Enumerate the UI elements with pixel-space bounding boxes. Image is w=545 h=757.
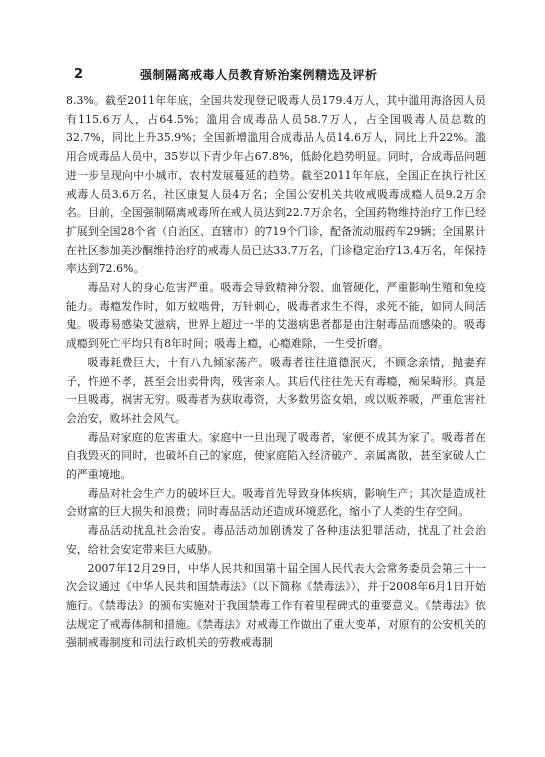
paragraph-family-harm: 毒品对家庭的危害重大。家庭中一旦出现了吸毒者，家便不成其为家了。吸毒者在自我毁灭的同时，也破坏自己的家庭，使家庭陷入经济破产、亲属离散，甚至家破人亡的严重境地。	[66, 430, 486, 482]
page-number: 2	[74, 66, 84, 82]
paragraph-health-harm: 毒品对人的身心危害严重。吸毒会导致精神分裂、血管硬化，严重影响生殖和免疫能力。毒瘾发作时，如万蚁啮骨，万针刺心，吸毒者求生不得，求死不能，如同人间活鬼。吸毒易感染艾滋病，世界上超过一半的艾滋病患者都是由注射毒品而感染的。吸毒成瘾到死亡平均只有8年时间；吸毒上瘾，心瘾难除，一生受折磨。	[66, 281, 486, 351]
paragraph-statistics: 8.3%。截至2011年年底，全国共发现登记吸毒人员179.4万人，其中滥用海洛因人员有115.6万人，占64.5%；滥用合成毒品人员58.7万人，占全国吸毒人员总数的32.7%，同比上升35.9%；全国新增滥用合成毒品人员14.6万人，同比上升22%。滥用合成毒品人员中，35岁以下青少年占67.8%，低龄化趋势明显。同时，合成毒品问题进一步呈现向中小城市、农村发展蔓延的趋势。截至2011年年底，全国正在执行社区戒毒人员3.6万名，社区康复人员4万名；全国公安机关共收戒吸毒成瘾人员9.2万余名。目前，全国强制隔离戒毒所在戒人员达到22.7万余名，全国药物维持治疗工作已经扩展到全国28个省（自治区、直辖市）的719个门诊，配备流动服药车29辆；全国累计在社区参加美沙酮维持治疗的戒毒人员已达33.7万名，门诊稳定治疗13.4万名，年保持率达到72.6%。	[66, 94, 486, 276]
book-title: 强制隔离戒毒人员教育矫治案例精选及评析	[140, 67, 378, 82]
running-header	[66, 64, 486, 84]
paragraph-productivity-harm: 毒品对社会生产力的破坏巨大。吸毒首先导致身体疾病，影响生产；其次是造成社会财富的巨大损失和浪费；同时毒品活动还造成环境恶化，缩小了人类的生存空间。	[66, 486, 486, 519]
paragraph-financial-harm: 吸毒耗费巨大，十有八九倾家荡产。吸毒者往往道德泯灭，不顾念亲情，抛妻弃子，忤逆不孝，甚至会出卖骨肉，残害亲人。其后代往往先天有毒瘾，痴呆畸形。真是一旦吸毒，祸害无穷。吸毒者为获取毒资，大多数男盗女娼，或以贩养吸，严重危害社会治安，败坏社会风气。	[66, 355, 486, 425]
paragraph-drug-law: 2007年12月29日，中华人民共和国第十届全国人民代表大会常务委员会第三十一次会议通过《中华人民共和国禁毒法》（以下简称《禁毒法》），并于2008年6月1日开始施行。《禁毒法》的颁布实施对于我国禁毒工作有着里程碑式的重要意义。《禁毒法》依法规定了戒毒体制和措施。《禁毒法》对戒毒工作做出了重大变革，对原有的公安机关的强制戒毒制度和司法行政机关的劳教戒毒制	[66, 561, 486, 650]
body-text	[66, 92, 486, 653]
paragraph-public-order: 毒品活动扰乱社会治安。毒品活动加剧诱发了各种违法犯罪活动，扰乱了社会治安，给社会安定带来巨大威胁。	[66, 524, 486, 556]
